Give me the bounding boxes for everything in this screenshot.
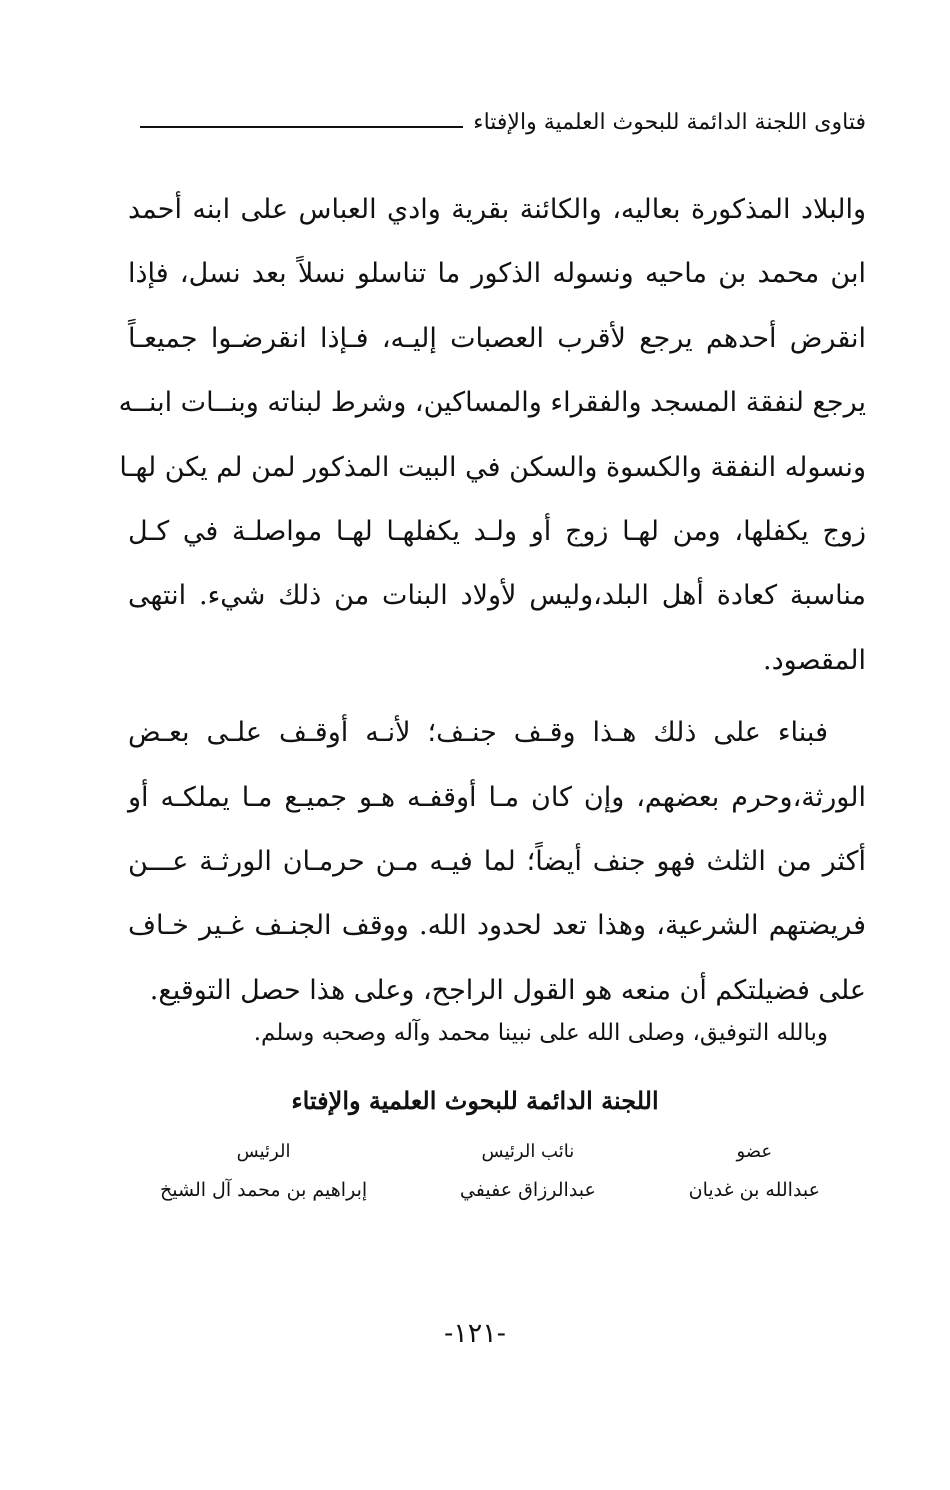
text-line: زوج يكفلها، ومن لهـا زوج أو ولـد يكفلهـا لهـا مواصلـة في كـل [128, 515, 866, 547]
page-number: -١٢١- [444, 1318, 506, 1349]
closing-line: وبالله التوفيق، وصلى الله على نبينا محمد وآله وصحبه وسلم. [253, 1020, 828, 1046]
header-rule [140, 126, 463, 128]
signature-name: عبدالرزاق عفيفي [459, 1179, 596, 1201]
body-text [118, 178, 866, 1023]
paragraph-2 [128, 701, 866, 1023]
text-line: فبناء على ذلك هـذا وقـف جنـف؛ لأنـه أوقـف علـى بعـض [128, 717, 828, 749]
text-line: فريضتهم الشرعية، وهذا تعد لحدود الله. ووقف الجنـف غـير خـاف [128, 910, 866, 942]
text-line: أكثر من الثلث فهو جنف أيضاً؛ لما فيـه مـن حرمـان الورثـة عـــن [128, 845, 866, 877]
signatures [160, 1134, 820, 1210]
signature-chair [160, 1134, 367, 1210]
text-line: على فضيلتكم أن منعه هو القول الراجح، وعلى هذا حصل التوقيع. [149, 974, 866, 1006]
running-header [140, 110, 866, 135]
signature-vice-chair [460, 1134, 596, 1210]
signature-role: نائب الرئيس [481, 1141, 575, 1162]
text-line: انقرض أحدهم يرجع لأقرب العصبات إليـه، فـإذا انقرضـوا جميعـاً [128, 322, 866, 354]
text-line: مناسبة كعادة أهل البلد،وليس لأولاد البنات من ذلك شيء. انتهى [128, 580, 866, 612]
signature-role: عضو [736, 1141, 773, 1162]
text-line: ونسوله النفقة والكسوة والسكن في البيت المذكور لمن لم يكن لهـا [119, 451, 866, 483]
text-line: ابن محمد بن ماحيه ونسوله الذكور ما تناسلو نسلاً بعد نسل، فإذا [128, 258, 866, 290]
signature-member [689, 1134, 820, 1210]
text-line: والبلاد المذكورة بعاليه، والكائنة بقرية وادي العباس على ابنه أحمد [128, 194, 866, 225]
signature-name: عبدالله بن غديان [688, 1179, 820, 1201]
signature-role: الرئيس [236, 1141, 291, 1162]
text-line: الورثة،وحرم بعضهم، وإن كان مـا أوقفـه هـو جميـع مـا يملكـه أو [128, 781, 866, 813]
text-line: يرجع لنفقة المسجد والفقراء والمساكين، وشرط لبناته وبنــات ابنــه [118, 387, 866, 419]
text-line: المقصود. [763, 644, 866, 676]
committee-title: اللجنة الدائمة للبحوث العلمية والإفتاء [291, 1086, 659, 1115]
running-header-title: فتاوى اللجنة الدائمة للبحوث العلمية والإفتاء [473, 110, 866, 135]
signature-name: إبراهيم بن محمد آل الشيخ [160, 1179, 368, 1201]
paragraph-1 [118, 178, 866, 693]
